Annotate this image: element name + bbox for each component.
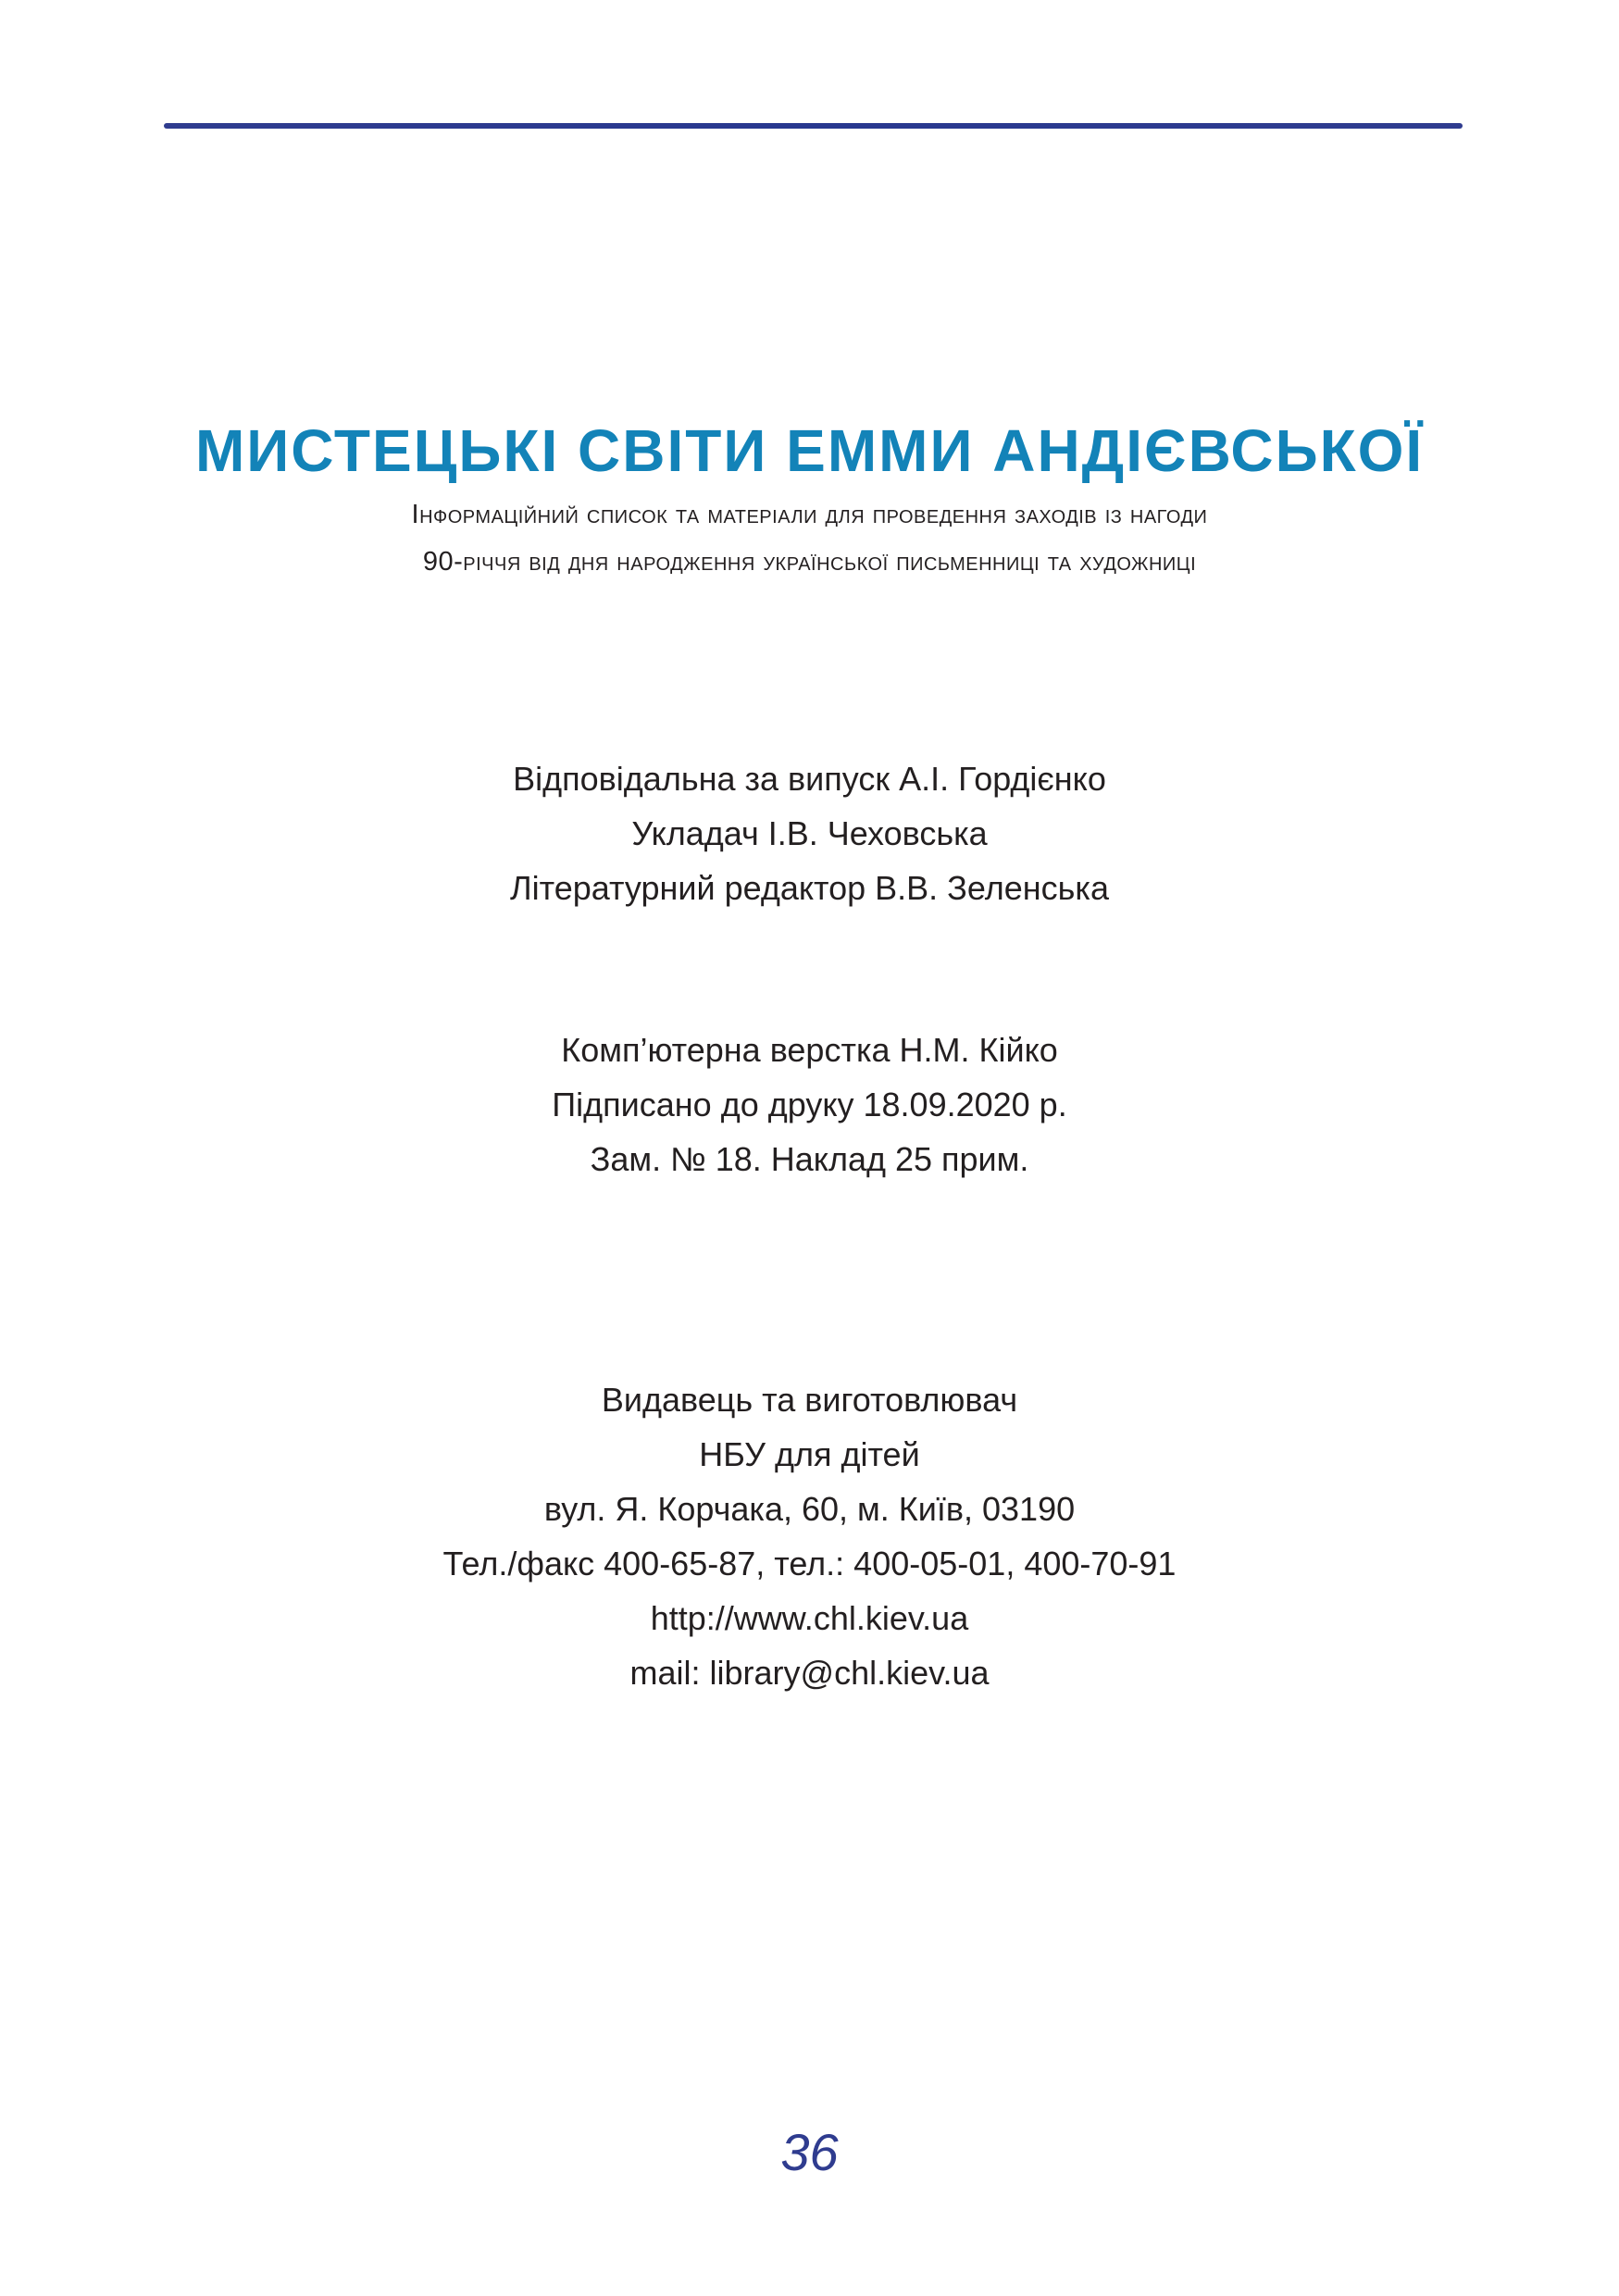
responsible-line: Літературний редактор В.В. Зеленська xyxy=(510,869,1109,907)
production-block xyxy=(0,1023,1619,1186)
top-rule-divider xyxy=(164,123,1463,129)
document-title: МИСТЕЦЬКІ СВІТИ ЕММИ АНДІЄВСЬКОЇ xyxy=(194,417,1425,484)
responsible-line: Відповідальна за випуск А.І. Гордієнко xyxy=(513,760,1106,798)
publisher-name: НБУ для дітей xyxy=(699,1435,920,1473)
subtitle-line-2: 90-річчя від дня народження української письменниці та художниці xyxy=(422,547,1197,577)
responsible-line: Укладач І.В. Чеховська xyxy=(631,814,988,852)
production-line: Зам. № 18. Наклад 25 прим. xyxy=(590,1140,1029,1178)
responsible-block xyxy=(0,751,1619,915)
publisher-website: http://www.chl.kiev.ua xyxy=(650,1599,969,1637)
page-number: 36 xyxy=(780,2123,839,2181)
production-line: Комп’ютерна верстка Н.М. Кійко xyxy=(561,1031,1058,1069)
publisher-email: mail: library@chl.kiev.ua xyxy=(629,1654,990,1692)
publisher-phone: Тел./факс 400-65-87, тел.: 400-05-01, 400-70-91 xyxy=(442,1545,1177,1582)
production-line: Підписано до друку 18.09.2020 р. xyxy=(552,1086,1067,1123)
subtitle-line-1: Інформаційний список та матеріали для проведення заходів із нагоди xyxy=(411,500,1208,529)
publisher-line: Видавець та виготовлювач xyxy=(601,1381,1018,1419)
publisher-block xyxy=(0,1372,1619,1700)
publisher-address: вул. Я. Корчака, 60, м. Київ, 03190 xyxy=(543,1490,1076,1528)
